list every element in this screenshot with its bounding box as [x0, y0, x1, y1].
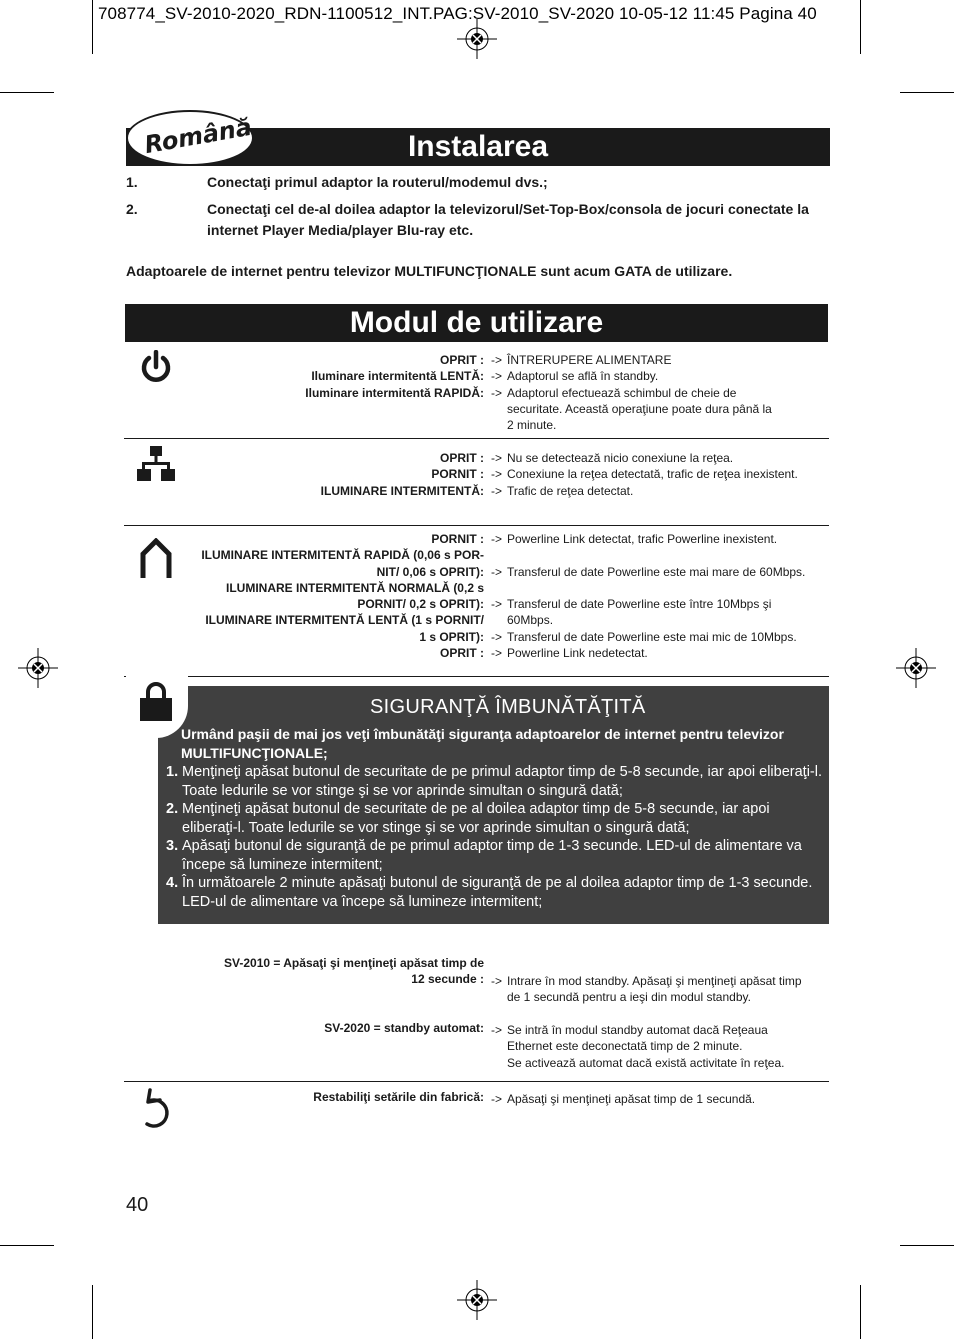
- label: Restabiliţi setările din fabrică:: [313, 1090, 484, 1104]
- label: SV-2010 = Apăsaţi şi menţineţi apăsat timp de: [224, 956, 484, 970]
- crop-mark: [92, 0, 93, 54]
- network-labels: [230, 450, 484, 499]
- arrow: ->: [491, 369, 503, 384]
- arrow: ->: [491, 629, 503, 644]
- registration-mark-icon: [457, 1280, 497, 1320]
- label: ILUMINARE INTERMITENTĂ NORMALĂ (0,2 s: [226, 580, 484, 595]
- registration-mark-icon: [896, 648, 936, 688]
- value: 60Mbps.: [507, 613, 554, 628]
- step-number: 3.: [166, 838, 179, 854]
- crop-mark: [0, 92, 54, 93]
- step-text: Menţineţi apăsat butonul de securitate de pe primul adaptor timp de 5-8 secunde, iar apoi eliberaţi-l. Toate ledurile se vor stinge şi se vor aprinde simultan o singură dată;: [182, 764, 822, 799]
- powerline-labels: [186, 531, 484, 661]
- value: Nu se detectează nicio conexiune la reţea.: [507, 451, 734, 465]
- power-icon: [139, 350, 173, 386]
- arrow: ->: [491, 597, 503, 612]
- install-step: [126, 199, 830, 241]
- step-text: Apăsaţi butonul de siguranţă de pe primul adaptor timp de 1-3 secunde. LED-ul de alimentare va începe să lumineze intermitent;: [182, 838, 802, 873]
- print-slug: 708774_SV-2010-2020_RDN-1100512_INT.PAG:SV-2010_SV-2020 10-05-12 11:45 Pagina 40: [98, 4, 817, 23]
- arrow: ->: [491, 467, 503, 482]
- security-steps: [166, 763, 826, 911]
- sv2010-label: [186, 955, 484, 988]
- reset-value: [491, 1091, 826, 1107]
- registration-mark-icon: [18, 648, 58, 688]
- arrow: ->: [491, 451, 503, 465]
- step-number: 1.: [126, 174, 138, 190]
- label: ILUMINARE INTERMITENTĂ LENTĂ (1 s PORNIT/: [205, 613, 484, 628]
- value: 2 minute.: [507, 418, 557, 433]
- label: PORNIT/ 0,2 s OPRIT):: [357, 597, 484, 612]
- crop-mark: [0, 1245, 54, 1246]
- arrow: ->: [491, 385, 503, 400]
- registration-mark-icon: [457, 19, 497, 59]
- value: Transferul de date Powerline este între 10Mbps şi: [507, 597, 772, 612]
- label: 1 s OPRIT):: [419, 629, 484, 644]
- value: securitate. Această operaţiune poate dura până la: [507, 401, 772, 416]
- step-number: 2.: [126, 201, 138, 217]
- divider: [124, 438, 829, 439]
- label: PORNIT :: [431, 532, 484, 546]
- step-text: Conectaţi primul adaptor la routerul/modemul dvs.;: [207, 174, 548, 190]
- security-step: [166, 800, 826, 837]
- lock-icon: [139, 682, 173, 722]
- arrow: ->: [491, 353, 503, 367]
- crop-mark: [860, 0, 861, 54]
- ready-note: Adaptoarele de internet pentru televizor MULTIFUNCŢIONALE sunt acum GATA de utilizare.: [126, 263, 733, 279]
- step-number: 1.: [166, 764, 179, 780]
- step-number: 2.: [166, 801, 179, 817]
- power-values: [491, 352, 821, 433]
- arrow: ->: [491, 532, 503, 546]
- network-icon: [137, 446, 175, 482]
- crop-mark: [860, 1285, 861, 1339]
- security-intro: Urmând paşii de mai jos veţi îmbunătăţi siguranţa adaptoarelor de internet pentru televizor MULTIFUNCŢIONALE;: [181, 726, 784, 761]
- value: Se activează automat dacă există activitate în reţea.: [507, 1055, 785, 1070]
- value: Powerline Link detectat, trafic Powerline inexistent.: [507, 532, 778, 546]
- value: Adaptorul se află în standby.: [507, 369, 659, 384]
- crop-mark: [92, 1285, 93, 1339]
- value: Adaptorul efectuează schimbul de cheie de: [507, 385, 737, 400]
- value: ÎNTRERUPERE ALIMENTARE: [507, 353, 672, 367]
- language-label: Română: [142, 112, 254, 160]
- value: de 1 secundă pentru a ieşi din modul standby.: [507, 990, 751, 1005]
- value: Transferul de date Powerline este mai mare de 60Mbps.: [507, 564, 806, 579]
- divider: [124, 676, 829, 677]
- security-step: [166, 874, 826, 911]
- usage-title: Modul de utilizare: [125, 304, 828, 342]
- install-steps: [126, 172, 830, 247]
- label: PORNIT :: [431, 467, 484, 482]
- step-text: În următoarele 2 minute apăsaţi butonul de siguranţă de pe al doilea adaptor timp de 1-3 secunde. LED-ul de alimentare va începe să lumineze intermitent;: [182, 875, 813, 910]
- label: ILUMINARE INTERMITENTĂ:: [320, 483, 484, 498]
- power-labels: [230, 352, 484, 401]
- arrow: ->: [491, 1092, 503, 1106]
- language-badge: [126, 110, 254, 166]
- label: ILUMINARE INTERMITENTĂ RAPIDĂ (0,06 s POR-: [201, 548, 484, 563]
- label: 12 secunde :: [411, 972, 484, 987]
- powerline-values: [491, 531, 826, 661]
- reset-label: [230, 1089, 484, 1105]
- arrow: ->: [491, 564, 503, 579]
- value: Conexiune la reţea detectată, trafic de reţea inexistent.: [507, 467, 798, 482]
- security-step: [166, 763, 826, 800]
- sv2010-value: [491, 973, 826, 1006]
- divider: [124, 525, 829, 526]
- value: Powerline Link nedetectat.: [507, 646, 648, 661]
- reset-icon: [138, 1086, 176, 1134]
- arrow: ->: [491, 1023, 503, 1037]
- value: Transferul de date Powerline este mai mic de 10Mbps.: [507, 629, 797, 644]
- divider: [124, 1081, 829, 1082]
- step-text: Menţineţi apăsat butonul de securitate de pe al doilea adaptor timp de 5-8 secunde, iar apoi eliberaţi-l. Toate ledurile se vor stinge şi se vor aprinde simultan o singură dată;: [182, 801, 770, 836]
- network-values: [491, 450, 826, 499]
- label: OPRIT :: [440, 451, 484, 465]
- sv2020-value: [491, 1022, 826, 1071]
- label: Iluminare intermitentă LENTĂ:: [311, 369, 484, 384]
- value: Ethernet este deconectată timp de 2 minute.: [507, 1039, 743, 1054]
- step-number: 4.: [166, 875, 179, 891]
- install-title: Instalarea: [126, 128, 830, 166]
- security-box: [158, 686, 829, 924]
- crop-mark: [900, 92, 954, 93]
- value: Trafic de reţea detectat.: [507, 483, 634, 498]
- install-step: [126, 172, 830, 193]
- label: OPRIT :: [440, 646, 484, 661]
- crop-mark: [900, 1245, 954, 1246]
- security-title: SIGURANŢĂ ÎMBUNĂTĂŢITĂ: [370, 696, 646, 718]
- security-step: [166, 837, 826, 874]
- powerline-icon: [139, 538, 173, 578]
- step-text: Conectaţi cel de-al doilea adaptor la televizorul/Set-Top-Box/consola de jocuri conectate la internet Player Media/player Blu-ray etc.: [207, 201, 809, 238]
- value: Apăsaţi şi menţineţi apăsat timp de 1 secundă.: [507, 1092, 756, 1106]
- sv2020-label: [186, 1020, 484, 1036]
- arrow: ->: [491, 483, 503, 498]
- page-number: 40: [126, 1194, 149, 1216]
- label: Iluminare intermitentă RAPIDĂ:: [305, 385, 484, 400]
- value: Intrare în mod standby. Apăsaţi şi menţineţi apăsat timp: [507, 974, 802, 988]
- label: SV-2020 = standby automat:: [324, 1021, 484, 1035]
- value: Se intră în modul standby automat dacă Reţeaua: [507, 1023, 768, 1037]
- label: NIT/ 0,06 s OPRIT):: [376, 564, 484, 579]
- label: OPRIT :: [440, 353, 484, 367]
- arrow: ->: [491, 974, 503, 988]
- arrow: ->: [491, 646, 503, 661]
